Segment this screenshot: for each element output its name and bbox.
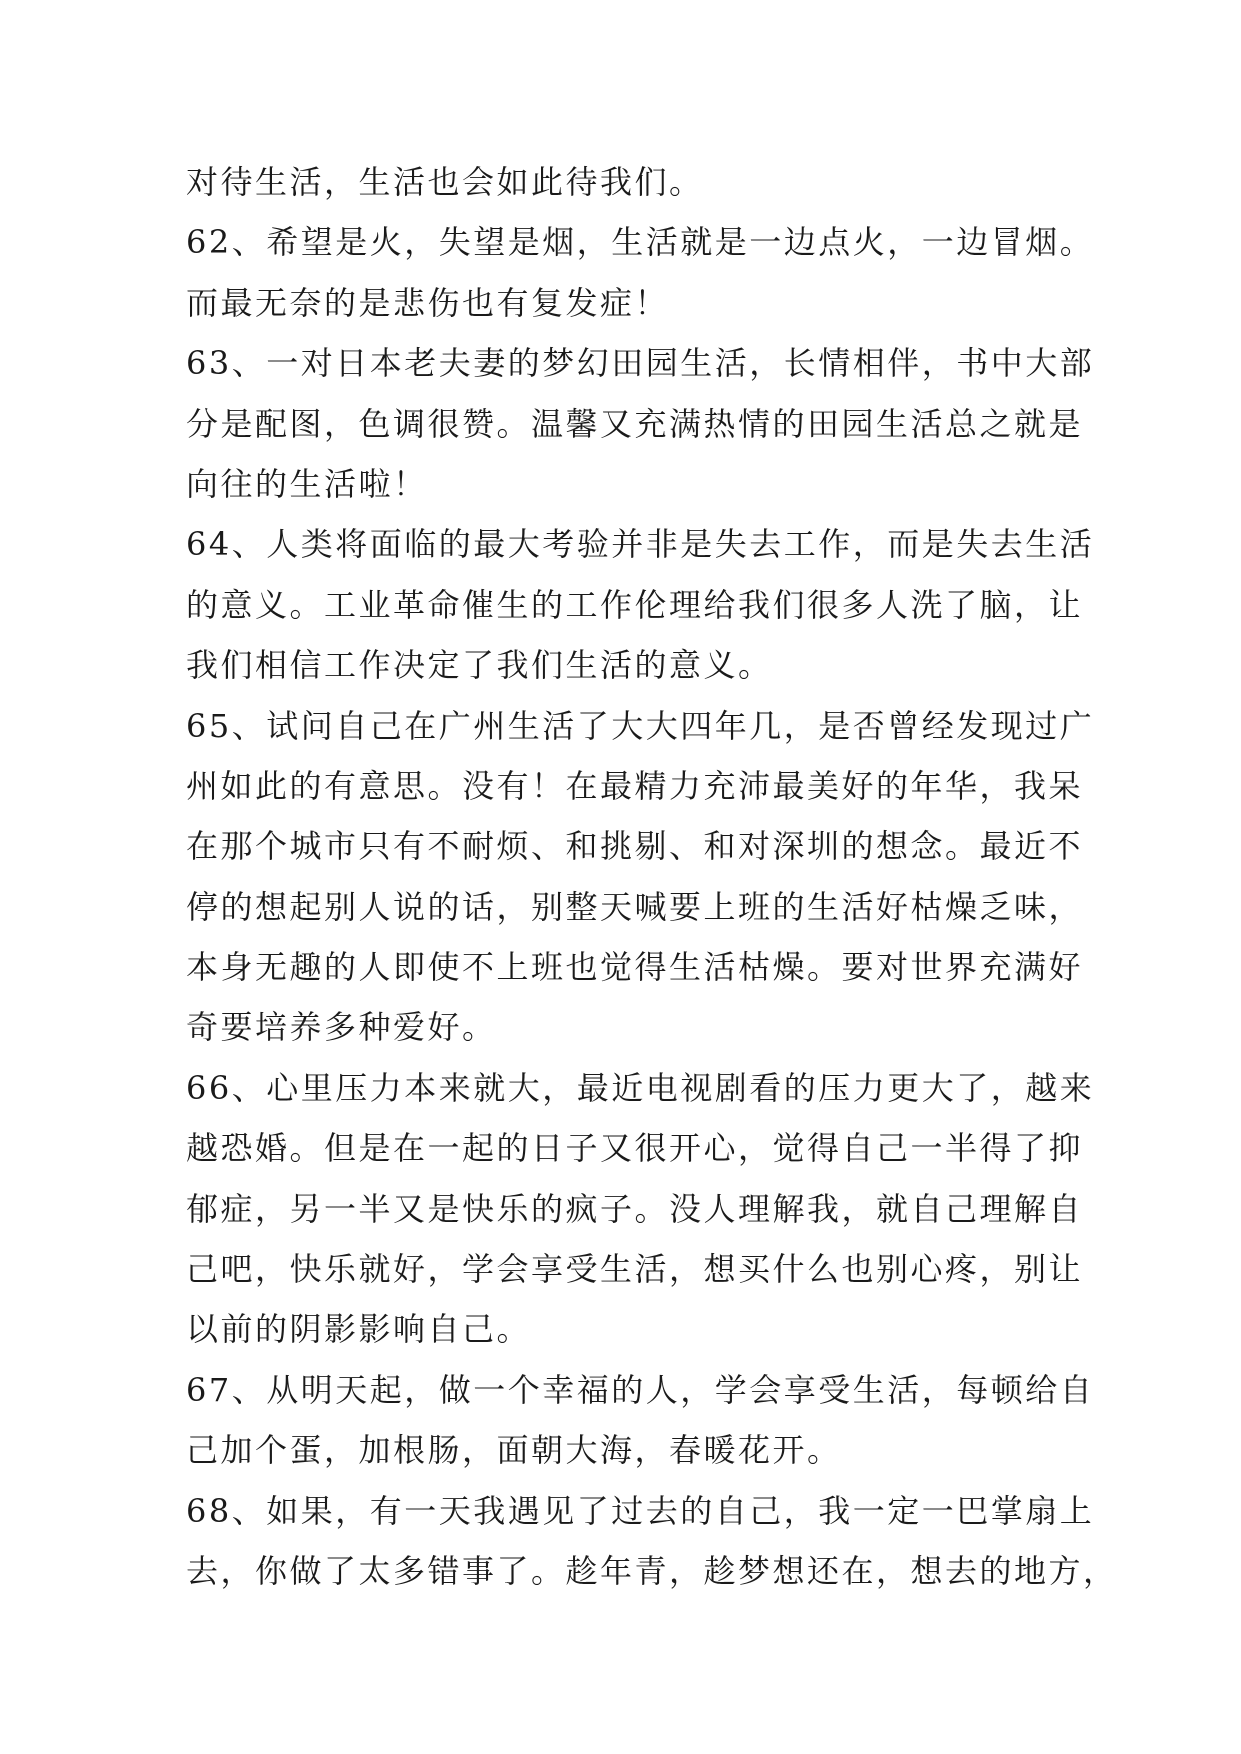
text-line: 我们相信工作决定了我们生活的意义。 [186, 646, 773, 685]
text-line: 在那个城市只有不耐烦、和挑剔、和对深圳的想念。最近不 [186, 827, 1084, 866]
text-line: 66、心里压力本来就大，最近电视剧看的压力更大了，越来 [186, 1068, 1095, 1107]
text-line: 停的想起别人说的话，别整天喊要上班的生活好枯燥乏味， [186, 887, 1084, 926]
text-line: 对待生活，生活也会如此待我们。 [186, 163, 704, 201]
text-line: 68、如果，有一天我遇见了过去的自己，我一定一巴掌扇上 [186, 1491, 1095, 1530]
text-line: 分是配图，色调很赞。温馨又充满热情的田园生活总之就是 [186, 404, 1084, 443]
text-line: 67、从明天起，做一个幸福的人，学会享受生活，每顿给自 [186, 1370, 1095, 1409]
text-line: 越恐婚。但是在一起的日子又很开心，觉得自己一半得了抑 [186, 1129, 1084, 1168]
text-line: 本身无趣的人即使不上班也觉得生活枯燥。要对世界充满好 [186, 948, 1084, 987]
text-line: 奇要培养多种爱好。 [186, 1008, 497, 1047]
text-line: 己加个蛋，加根肠，面朝大海，春暖花开。 [186, 1431, 842, 1470]
text-line: 己吧，快乐就好，学会享受生活，想买什么也别心疼，别让 [186, 1250, 1084, 1289]
text-line: 而最无奈的是悲伤也有复发症！ [186, 283, 670, 322]
text-line: 州如此的有意思。没有！在最精力充沛最美好的年华，我呆 [186, 766, 1084, 805]
text-line: 以前的阴影影响自己。 [186, 1310, 532, 1349]
text-line: 65、试问自己在广州生活了大大四年几，是否曾经发现过广 [186, 706, 1095, 745]
text-line: 的意义。工业革命催生的工作伦理给我们很多人洗了脑，让 [186, 585, 1084, 624]
text-line: 63、一对日本老夫妻的梦幻田园生活，长情相伴，书中大部 [186, 344, 1095, 383]
text-line: 去，你做了太多错事了。趁年青，趁梦想还在，想去的地方， [186, 1551, 1118, 1590]
text-line: 64、人类将面临的最大考验并非是失去工作，而是失去生活 [186, 525, 1095, 564]
document-body [186, 152, 1118, 1601]
text-line: 向往的生活啦！ [186, 464, 428, 503]
text-line: 郁症，另一半又是快乐的疯子。没人理解我，就自己理解自 [186, 1189, 1084, 1228]
text-line: 62、希望是火，失望是烟，生活就是一边点火，一边冒烟。 [186, 223, 1095, 262]
